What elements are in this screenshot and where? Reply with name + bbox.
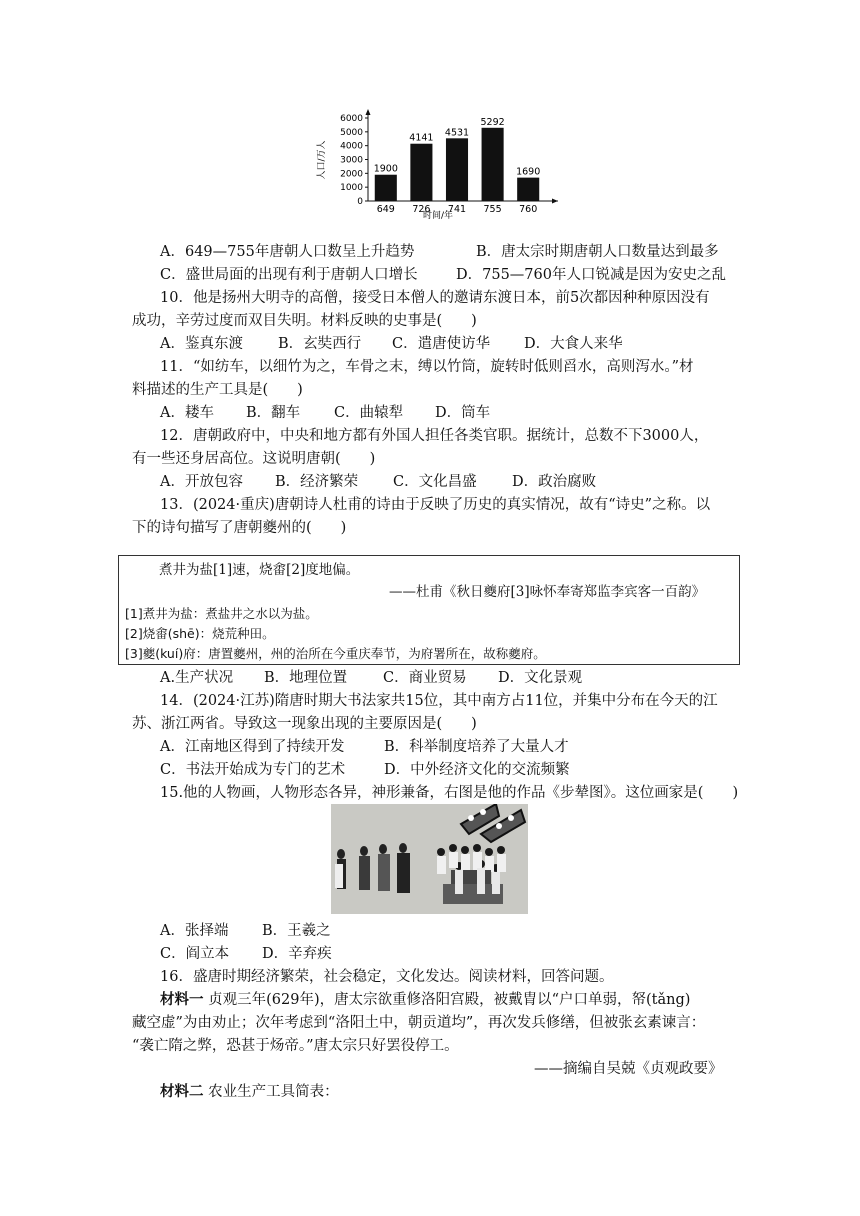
q11-option-c: C．曲辕犁	[334, 405, 404, 421]
q11-stem-line1: 11．“如纺车，以细竹为之，车骨之末，缚以竹筒，旋转时低则舀水，高则泻水。”材	[160, 359, 694, 375]
bar-649	[375, 175, 397, 201]
q10-option-b: B．玄奘西行	[278, 336, 362, 352]
y-tick-label: 5000	[340, 127, 363, 138]
y-axis-label: 人口/万人	[317, 140, 327, 180]
bar-760	[517, 178, 539, 201]
x-axis-arrow	[552, 199, 558, 204]
q15-stem: 15.他的人物画，人物形态各异，神形兼备，右图是他的作品《步辇图》。这位画家是( )	[160, 785, 739, 801]
x-tick-label: 726	[412, 204, 431, 215]
q12-option-c: C．文化昌盛	[393, 474, 477, 490]
q15-option-d: D．辛弃疾	[262, 946, 332, 962]
q9-option-a: A．649—755年唐朝人口数呈上升趋势	[160, 244, 415, 260]
poem-note-2: [2]烧畬(shē)：烧荒种田。	[125, 626, 275, 641]
q10-stem-line1: 10．他是扬州大明寺的高僧，接受日本僧人的邀请东渡日本，前5次都因种种原因没有	[160, 290, 710, 306]
poem-note-1: [1]煮井为盐：煮盐井之水以为盐。	[125, 606, 318, 621]
q16-material1-line3: “袭亡隋之弊，恐甚于炀帝。”唐太宗只好罢役停工。	[132, 1038, 459, 1054]
bar-value-label: 5292	[480, 116, 505, 128]
y-tick-label: 1000	[340, 183, 363, 194]
material1-label: 材料一	[160, 991, 204, 1008]
q10-stem-line2: 成功，辛劳过度而双目失明。材料反映的史事是( )	[132, 313, 477, 329]
y-tick-label: 3000	[340, 155, 363, 166]
q15-option-a: A．张择端	[160, 923, 229, 939]
q11-stem-line2: 料描述的生产工具是( )	[132, 382, 303, 398]
bar-value-label: 4531	[444, 127, 470, 139]
x-axis-label: 时间/年	[422, 211, 454, 220]
q14-option-c: C．书法开始成为专门的艺术	[160, 762, 346, 778]
q16-material1-line2: 藏空虚”为由劝止；次年考虑到“洛阳土中，朝贡道均”，再次发兵修缮，但被张玄素谏言：	[132, 1015, 706, 1031]
y-tick-label: 6000	[340, 114, 363, 124]
q11-option-d: D．筒车	[435, 405, 491, 421]
poem-source: ——杜甫《秋日夔府[3]咏怀奉寄郑监李宾客一百韵》	[389, 584, 706, 600]
bunian-tu-painting	[331, 804, 528, 914]
q12-option-b: B．经济繁荣	[275, 474, 359, 490]
q14-stem-line1: 14．(2024·江苏)隋唐时期大书法家共15位，其中南方占11位，并集中分布在今天的江	[160, 693, 718, 709]
bar-value-label: 4141	[409, 132, 434, 144]
y-tick-label: 2000	[340, 169, 363, 180]
q12-stem-line1: 12．唐朝政府中，中央和地方都有外国人担任各类官职。据统计，总数不下3000人，	[160, 428, 709, 444]
x-tick-label: 760	[519, 204, 538, 215]
q11-option-b: B．翻车	[246, 405, 301, 421]
q13-option-d: D．文化景观	[498, 670, 583, 686]
y-axis-arrow	[366, 109, 371, 115]
q14-stem-line2: 苏、浙江两省。导致这一现象出现的主要原因是( )	[132, 716, 477, 732]
poem-line: 煮井为盐[1]速，烧畬[2]度地偏。	[159, 562, 360, 578]
bar-value-label: 1900	[373, 163, 398, 175]
q13-stem-line1: 13．(2024·重庆)唐朝诗人杜甫的诗由于反映了历史的真实情况，故有“诗史”之称。以	[160, 497, 711, 513]
q13-option-b: B．地理位置	[264, 670, 348, 686]
q9-option-c: C．盛世局面的出现有利于唐朝人口增长	[160, 267, 418, 283]
bar-726	[410, 144, 432, 201]
q16-stem: 16．盛唐时期经济繁荣，社会稳定，文化发达。阅读材料，回答问题。	[160, 969, 614, 985]
material1-text1: 贞观三年(629年)，唐太宗欲重修洛阳宫殿，被戴胄以“户口单弱，帑(tǎng)	[208, 992, 691, 1008]
q10-option-c: C．遣唐使访华	[392, 336, 491, 352]
q12-stem-line2: 有一些还身居高位。这说明唐朝( )	[132, 451, 376, 467]
material2-text: 农业生产工具简表：	[208, 1084, 339, 1100]
q9-option-b: B．唐太宗时期唐朝人口数量达到最多	[476, 244, 719, 260]
y-tick-label: 4000	[340, 141, 363, 152]
population-bar-chart	[310, 108, 560, 220]
painting-illustration	[331, 804, 528, 914]
q15-option-c: C．阎立本	[160, 946, 230, 962]
q16-material1-line1	[160, 990, 690, 1010]
q16-material2-line	[160, 1082, 339, 1102]
x-tick-label: 755	[483, 204, 502, 215]
q13-option-a: A.生产状况	[160, 670, 234, 686]
q13-stem-line2: 下的诗句描写了唐朝夔州的( )	[132, 520, 347, 536]
bar-741	[446, 138, 468, 201]
q10-option-a: A．鉴真东渡	[160, 336, 243, 352]
q16-material1-source: ——摘编自吴兢《贞观政要》	[534, 1061, 723, 1077]
q15-option-b: B．王羲之	[262, 923, 331, 939]
material2-label: 材料二	[160, 1083, 204, 1100]
x-tick-label: 741	[447, 204, 467, 215]
bar-755	[482, 128, 504, 201]
q10-option-d: D．大食人来华	[524, 336, 623, 352]
bar-value-label: 1690	[516, 166, 541, 178]
q13-option-c: C．商业贸易	[383, 670, 467, 686]
q11-option-a: A．耧车	[160, 405, 214, 421]
poem-quote-box	[118, 555, 740, 665]
poem-note-3: [3]夔(kuí)府：唐置夔州，州的治所在今重庆奉节，为府署所在，故称夔府。	[125, 646, 546, 661]
q12-option-a: A．开放包容	[160, 474, 243, 490]
q12-option-d: D．政治腐败	[512, 474, 597, 490]
q14-option-b: B．科举制度培养了大量人才	[384, 739, 569, 755]
q14-option-d: D．中外经济文化的交流频繁	[384, 762, 570, 778]
x-tick-label: 649	[376, 204, 395, 215]
q9-option-d: D．755—760年人口锐减是因为安史之乱	[456, 267, 726, 283]
q14-option-a: A．江南地区得到了持续开发	[160, 739, 345, 755]
y-tick-label: 0	[357, 197, 363, 207]
